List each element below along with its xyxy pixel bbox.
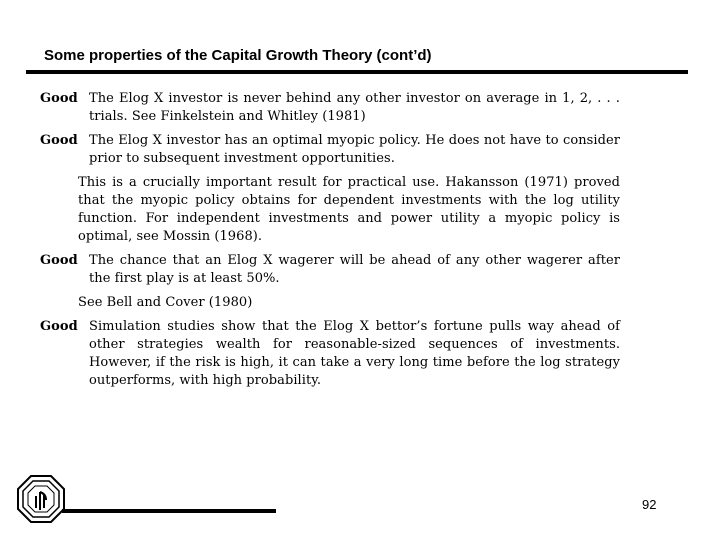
property-tag: Good [40,91,78,106]
property-item-4 [40,318,620,390]
property-tag: Good [40,253,78,268]
property-tag: Good [40,319,78,334]
property-text: The Elog X investor is never behind any other investor on average in 1, 2, . . . trials. See Finkelstein and Whitley (1981) [89,91,620,124]
property-tag: Good [40,133,78,148]
property-text: The Elog X investor has an optimal myopic policy. He does not have to consider prior to subsequent investment opportunities. [89,133,620,166]
property-list [40,90,620,396]
slide-title: Some properties of the Capital Growth Theory (cont’d) [44,47,432,64]
page-number: 92 [642,497,657,512]
property-item-3 [40,252,620,312]
octagon-emblem-icon [16,474,66,524]
footer-divider [62,509,276,513]
property-text: Simulation studies show that the Elog X bettor’s fortune pulls way ahead of other strategies wealth for reasonable-sized sequences of investments. However, if the risk is high, it can take a very long time before the log strategy outperforms, with high probability. [89,319,620,388]
title-divider [26,70,688,74]
property-note: See Bell and Cover (1980) [78,295,253,310]
property-item-2 [40,132,620,246]
property-item-1 [40,90,620,126]
property-note: This is a crucially important result for practical use. Hakansson (1971) proved that the myopic policy obtains for dependent investments with the log utility function. For independent investments and power utility a myopic policy is optimal, see Mossin (1968). [78,175,620,244]
property-text: The chance that an Elog X wagerer will be ahead of any other wagerer after the first play is at least 50%. [89,253,620,286]
